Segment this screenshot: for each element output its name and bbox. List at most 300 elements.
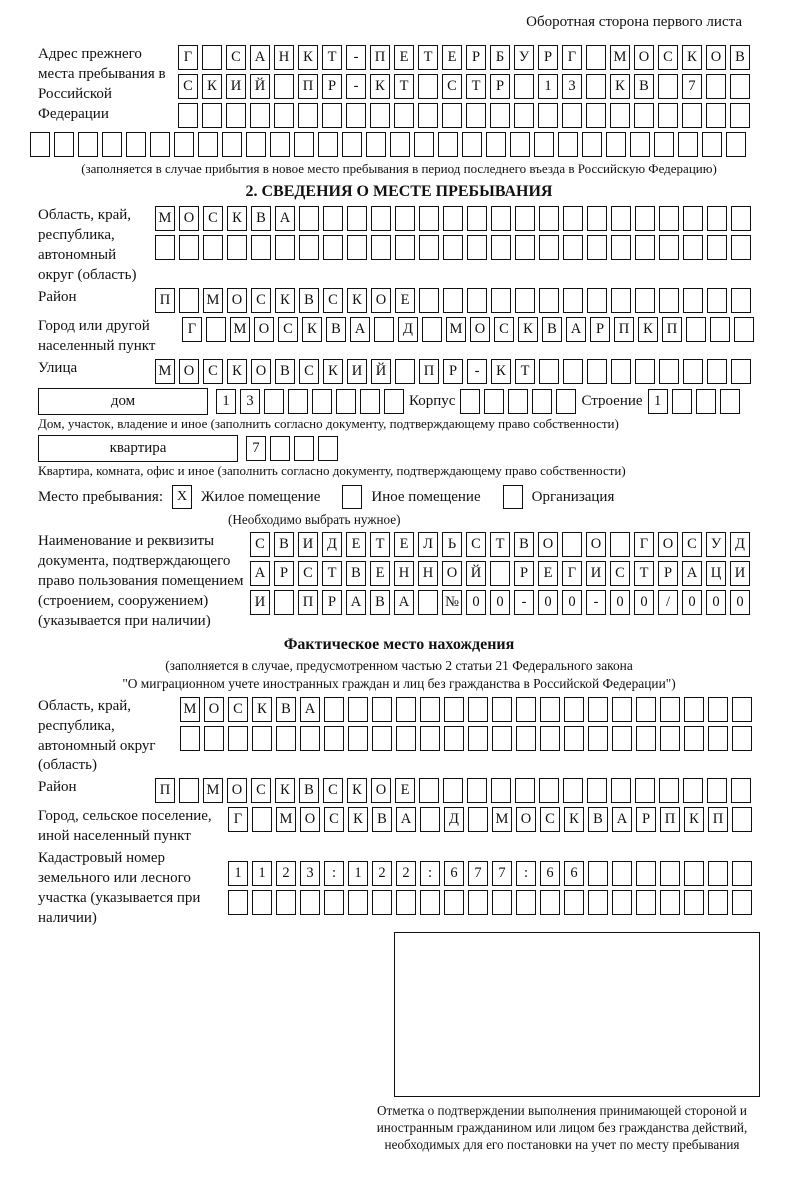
char-cell: В	[251, 206, 271, 231]
char-cell	[558, 132, 578, 157]
char-cell	[612, 890, 632, 915]
char-cell: -	[346, 45, 366, 70]
oblast-block	[38, 206, 760, 286]
char-cell	[203, 235, 223, 260]
fact-caption-2: "О миграционном учете иностранных граждан и лиц без гражданства в Российской Федерации")	[122, 675, 676, 691]
char-cell	[298, 103, 318, 128]
oblast-rows	[155, 206, 751, 264]
char-cell	[347, 206, 367, 231]
oblast-label: Область, край, республика, автономный округ (область)	[38, 206, 137, 283]
char-cell: 0	[466, 590, 486, 615]
char-cell: Е	[394, 532, 414, 557]
char-cell	[300, 890, 320, 915]
char-cell	[438, 132, 458, 157]
char-cell	[659, 235, 679, 260]
char-cell: 1	[348, 861, 368, 886]
char-cell: Е	[538, 561, 558, 586]
char-cell: Е	[442, 45, 462, 70]
char-cell: А	[250, 45, 270, 70]
char-cell	[178, 103, 198, 128]
char-cell: 7	[682, 74, 702, 99]
char-cell: 2	[372, 861, 392, 886]
char-cell	[370, 103, 390, 128]
char-cell: С	[682, 532, 702, 557]
char-cell	[636, 697, 656, 722]
char-cell: К	[564, 807, 584, 832]
char-cell: А	[350, 317, 370, 342]
stroenie-cells	[648, 389, 740, 414]
char-cell	[228, 890, 248, 915]
char-cell	[174, 132, 194, 157]
char-cell	[683, 288, 703, 313]
char-cell	[468, 697, 488, 722]
char-cell: В	[370, 590, 390, 615]
char-cell: П	[708, 807, 728, 832]
char-cell	[732, 861, 752, 886]
char-cell: В	[634, 74, 654, 99]
dom-line	[38, 388, 760, 415]
char-cell: П	[155, 778, 175, 803]
char-cell: Р	[274, 561, 294, 586]
char-cell: Г	[634, 532, 654, 557]
gorod-label: Город или другой населенный пункт	[38, 317, 156, 354]
dokument-row-3	[250, 590, 750, 615]
char-cell	[179, 235, 199, 260]
char-cell: П	[660, 807, 680, 832]
organizatsiya-checkbox	[503, 485, 523, 509]
char-cell: П	[419, 359, 439, 384]
char-cell: К	[275, 778, 295, 803]
stroenie-label: Строение	[581, 392, 643, 409]
char-cell: М	[155, 206, 175, 231]
char-cell	[539, 235, 559, 260]
char-cell	[635, 206, 655, 231]
char-cell	[491, 288, 511, 313]
char-cell	[659, 206, 679, 231]
char-cell: Е	[394, 45, 414, 70]
char-cell: Д	[322, 532, 342, 557]
char-cell	[634, 103, 654, 128]
char-cell: :	[324, 861, 344, 886]
char-cell: С	[251, 778, 271, 803]
char-cell	[556, 389, 576, 414]
char-cell	[587, 288, 607, 313]
char-cell: О	[658, 532, 678, 557]
char-cell: С	[323, 288, 343, 313]
char-cell	[730, 103, 750, 128]
char-cell	[516, 726, 536, 751]
char-cell	[539, 778, 559, 803]
kvartira-caption: Квартира, комната, офис и иное (заполнить согласно документу, подтверждающему право собственности)	[38, 463, 626, 479]
char-cell: К	[252, 697, 272, 722]
char-cell	[539, 206, 559, 231]
char-cell	[490, 561, 510, 586]
char-cell: Р	[443, 359, 463, 384]
char-cell	[372, 697, 392, 722]
section2-title: 2. СВЕДЕНИЯ О МЕСТЕ ПРЕБЫВАНИЯ	[245, 182, 553, 200]
char-cell	[348, 726, 368, 751]
char-cell	[468, 890, 488, 915]
char-cell	[336, 389, 356, 414]
prev-address-rows	[178, 45, 750, 132]
char-cell: В	[274, 532, 294, 557]
char-cell	[251, 235, 271, 260]
char-cell	[588, 726, 608, 751]
char-cell	[202, 103, 222, 128]
char-cell	[508, 389, 528, 414]
char-cell: П	[614, 317, 634, 342]
char-cell: И	[250, 590, 270, 615]
char-cell	[324, 726, 344, 751]
char-cell	[611, 235, 631, 260]
char-cell	[515, 235, 535, 260]
char-cell	[30, 132, 50, 157]
char-cell	[155, 235, 175, 260]
char-cell: С	[298, 561, 318, 586]
char-cell: Н	[394, 561, 414, 586]
dom-box-label: дом	[38, 388, 208, 415]
char-cell	[418, 590, 438, 615]
char-cell	[443, 778, 463, 803]
char-cell	[635, 778, 655, 803]
char-cell	[686, 317, 706, 342]
char-cell	[532, 389, 552, 414]
char-cell	[710, 317, 730, 342]
char-cell	[586, 103, 606, 128]
char-cell	[179, 288, 199, 313]
char-cell: Н	[274, 45, 294, 70]
char-cell	[126, 132, 146, 157]
fact-raion-row	[155, 778, 751, 803]
char-cell	[683, 359, 703, 384]
char-cell	[731, 235, 751, 260]
char-cell: К	[275, 288, 295, 313]
char-cell: №	[442, 590, 462, 615]
char-cell: О	[586, 532, 606, 557]
char-cell: О	[254, 317, 274, 342]
char-cell: В	[299, 778, 319, 803]
char-cell	[514, 74, 534, 99]
char-cell	[706, 103, 726, 128]
char-cell: -	[586, 590, 606, 615]
char-cell	[706, 74, 726, 99]
char-cell	[491, 206, 511, 231]
char-cell	[636, 890, 656, 915]
char-cell	[708, 726, 728, 751]
char-cell	[564, 726, 584, 751]
char-cell	[299, 235, 319, 260]
char-cell: С	[226, 45, 246, 70]
char-cell	[274, 103, 294, 128]
char-cell: М	[180, 697, 200, 722]
char-cell: К	[298, 45, 318, 70]
char-cell: А	[682, 561, 702, 586]
char-cell: С	[228, 697, 248, 722]
prev-address-row-2	[178, 74, 750, 99]
prev-address-caption: (заполняется в случае прибытия в новое место пребывания в период последнего въезда в Российскую Федерацию)	[81, 161, 717, 176]
char-cell: 3	[300, 861, 320, 886]
mesto-line	[38, 485, 760, 509]
char-cell	[659, 778, 679, 803]
char-cell	[276, 890, 296, 915]
char-cell	[395, 206, 415, 231]
char-cell: 3	[240, 389, 260, 414]
char-cell: Й	[250, 74, 270, 99]
char-cell	[660, 890, 680, 915]
char-cell	[468, 726, 488, 751]
char-cell: Р	[658, 561, 678, 586]
char-cell: Р	[466, 45, 486, 70]
char-cell: С	[323, 778, 343, 803]
ulitsa-block	[38, 359, 760, 384]
mesto-label: Место пребывания:	[38, 488, 163, 505]
kadastr-rows	[228, 861, 752, 919]
char-cell	[564, 890, 584, 915]
char-cell	[252, 726, 272, 751]
char-cell	[414, 132, 434, 157]
char-cell: О	[300, 807, 320, 832]
char-cell	[54, 132, 74, 157]
char-cell: 0	[706, 590, 726, 615]
char-cell: В	[730, 45, 750, 70]
char-cell: А	[394, 590, 414, 615]
char-cell: 6	[564, 861, 584, 886]
char-cell	[636, 861, 656, 886]
char-cell: А	[612, 807, 632, 832]
char-cell: К	[227, 206, 247, 231]
char-cell	[312, 389, 332, 414]
prev-address-row-3	[178, 103, 750, 128]
char-cell	[611, 359, 631, 384]
inoe-checkbox	[342, 485, 362, 509]
char-cell: Б	[490, 45, 510, 70]
fact-title: Фактическое место нахождения	[283, 635, 515, 653]
kvartira-cells	[246, 436, 338, 461]
oblast-row-2	[155, 235, 751, 260]
confirmation-stamp-box	[394, 932, 760, 1097]
char-cell	[420, 697, 440, 722]
char-cell	[683, 778, 703, 803]
char-cell: В	[346, 561, 366, 586]
char-cell	[514, 103, 534, 128]
char-cell: Й	[371, 359, 391, 384]
char-cell: В	[542, 317, 562, 342]
char-cell: 2	[396, 861, 416, 886]
char-cell: К	[684, 807, 704, 832]
char-cell	[612, 726, 632, 751]
char-cell	[492, 726, 512, 751]
char-cell	[252, 807, 272, 832]
kadastr-label: Кадастровый номер земельного или лесного участка (указывается при наличии)	[38, 850, 201, 927]
kadastr-block	[38, 849, 760, 929]
fact-oblast-row-1	[180, 697, 752, 722]
char-cell	[734, 317, 754, 342]
char-cell	[323, 206, 343, 231]
char-cell: 6	[444, 861, 464, 886]
char-cell: 1	[228, 861, 248, 886]
char-cell: К	[518, 317, 538, 342]
char-cell: О	[442, 561, 462, 586]
zhiloe-checkbox: X	[172, 485, 192, 509]
char-cell	[467, 235, 487, 260]
char-cell	[610, 103, 630, 128]
char-cell	[202, 45, 222, 70]
char-cell	[274, 74, 294, 99]
char-cell: О	[706, 45, 726, 70]
char-cell	[563, 235, 583, 260]
char-cell: 7	[246, 436, 266, 461]
char-cell	[226, 103, 246, 128]
char-cell: 6	[540, 861, 560, 886]
char-cell	[588, 861, 608, 886]
char-cell	[540, 697, 560, 722]
char-cell: В	[326, 317, 346, 342]
char-cell: Г	[182, 317, 202, 342]
char-cell: 0	[730, 590, 750, 615]
char-cell: О	[179, 206, 199, 231]
char-cell: А	[346, 590, 366, 615]
prev-address-label: Адрес прежнего места пребывания в Российской Федерации	[38, 46, 166, 122]
char-cell: К	[370, 74, 390, 99]
char-cell	[420, 726, 440, 751]
char-cell	[707, 235, 727, 260]
char-cell	[658, 103, 678, 128]
char-cell	[510, 132, 530, 157]
char-cell	[630, 132, 650, 157]
char-cell	[395, 359, 415, 384]
char-cell	[708, 890, 728, 915]
char-cell	[588, 890, 608, 915]
char-cell	[588, 697, 608, 722]
char-cell: 1	[252, 861, 272, 886]
organizatsiya-label: Организация	[531, 488, 615, 505]
prev-address-overflow-row	[30, 132, 760, 157]
char-cell	[394, 103, 414, 128]
char-cell: П	[370, 45, 390, 70]
fact-raion-label: Район	[38, 779, 77, 796]
char-cell	[264, 389, 284, 414]
char-cell	[396, 890, 416, 915]
char-cell: 0	[682, 590, 702, 615]
dokument-block	[38, 532, 760, 632]
char-cell: С	[658, 45, 678, 70]
char-cell: В	[372, 807, 392, 832]
char-cell	[366, 132, 386, 157]
char-cell	[562, 103, 582, 128]
kadastr-row-1	[228, 861, 752, 886]
char-cell	[419, 288, 439, 313]
kvartira-line	[38, 435, 760, 462]
char-cell: Е	[370, 561, 390, 586]
char-cell	[563, 359, 583, 384]
char-cell	[443, 235, 463, 260]
char-cell	[678, 132, 698, 157]
char-cell: А	[396, 807, 416, 832]
char-cell: -	[346, 74, 366, 99]
char-cell	[420, 807, 440, 832]
char-cell: О	[538, 532, 558, 557]
char-cell: К	[491, 359, 511, 384]
char-cell	[654, 132, 674, 157]
char-cell	[538, 103, 558, 128]
char-cell	[563, 778, 583, 803]
char-cell	[348, 890, 368, 915]
char-cell	[467, 206, 487, 231]
char-cell	[702, 132, 722, 157]
korpus-cells	[460, 389, 576, 414]
char-cell: С	[494, 317, 514, 342]
char-cell	[374, 317, 394, 342]
char-cell	[323, 235, 343, 260]
char-cell	[274, 590, 294, 615]
char-cell	[659, 288, 679, 313]
char-cell: В	[588, 807, 608, 832]
char-cell	[419, 778, 439, 803]
char-cell: Г	[178, 45, 198, 70]
char-cell	[731, 359, 751, 384]
char-cell	[322, 103, 342, 128]
char-cell: :	[420, 861, 440, 886]
gorod-row	[182, 317, 754, 342]
char-cell: В	[299, 288, 319, 313]
char-cell: С	[203, 359, 223, 384]
dokument-row-2	[250, 561, 750, 586]
char-cell	[150, 132, 170, 157]
char-cell: С	[610, 561, 630, 586]
char-cell: 3	[562, 74, 582, 99]
char-cell	[732, 890, 752, 915]
char-cell: И	[226, 74, 246, 99]
char-cell	[420, 890, 440, 915]
char-cell	[612, 861, 632, 886]
char-cell: А	[250, 561, 270, 586]
char-cell: П	[155, 288, 175, 313]
char-cell	[726, 132, 746, 157]
gorod-block	[38, 317, 760, 357]
char-cell: Т	[322, 561, 342, 586]
char-cell	[444, 890, 464, 915]
char-cell	[707, 206, 727, 231]
char-cell: Т	[370, 532, 390, 557]
char-cell: Р	[636, 807, 656, 832]
char-cell	[222, 132, 242, 157]
char-cell: /	[658, 590, 678, 615]
char-cell: С	[250, 532, 270, 557]
char-cell	[204, 726, 224, 751]
char-cell	[294, 132, 314, 157]
char-cell: Г	[562, 561, 582, 586]
char-cell: М	[610, 45, 630, 70]
dokument-row-1	[250, 532, 750, 557]
dom-cells	[216, 389, 404, 414]
char-cell	[180, 726, 200, 751]
char-cell: Т	[322, 45, 342, 70]
char-cell: О	[470, 317, 490, 342]
kadastr-row-2	[228, 890, 752, 915]
char-cell	[684, 861, 704, 886]
char-cell	[466, 103, 486, 128]
char-cell: М	[230, 317, 250, 342]
char-cell	[540, 890, 560, 915]
char-cell: О	[204, 697, 224, 722]
char-cell: М	[203, 288, 223, 313]
char-cell: Ь	[442, 532, 462, 557]
char-cell	[696, 389, 716, 414]
char-cell: А	[300, 697, 320, 722]
char-cell: У	[514, 45, 534, 70]
char-cell: К	[348, 807, 368, 832]
page-side-note: Оборотная сторона первого листа	[526, 14, 742, 30]
